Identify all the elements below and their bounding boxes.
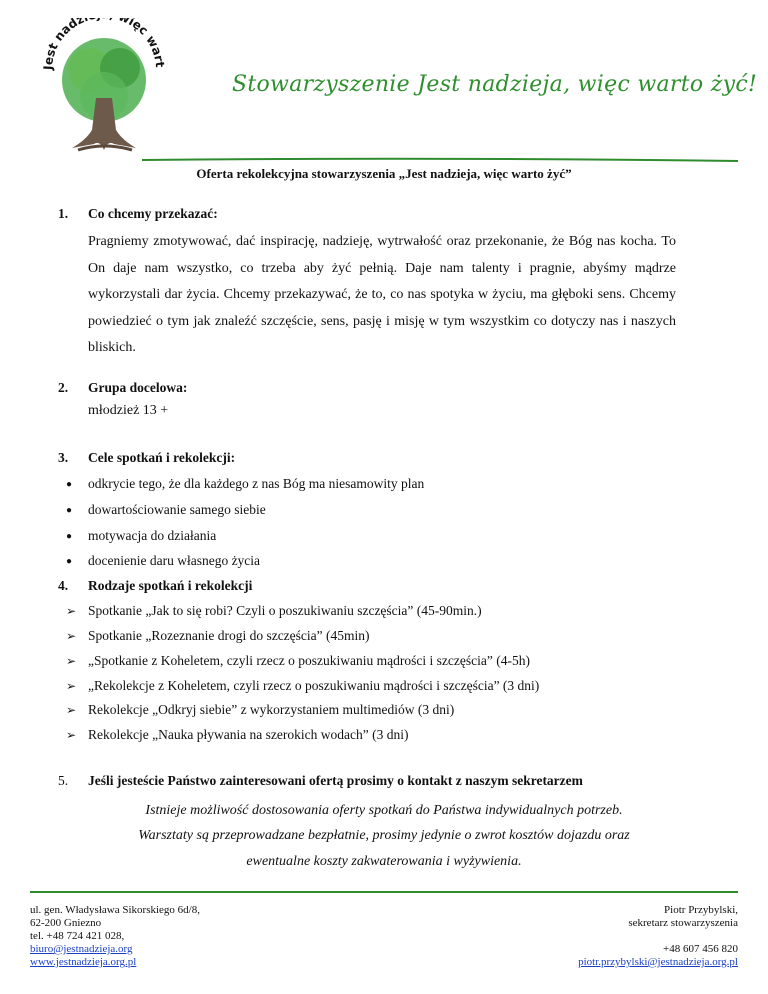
footer-divider <box>30 891 738 893</box>
logo <box>38 18 168 158</box>
list-item <box>66 502 266 518</box>
section-title-text: Cele spotkań i rekolekcji: <box>88 450 236 465</box>
contact-role: sekretarz stowarzyszenia <box>628 917 738 929</box>
tree-logo-icon <box>38 18 168 158</box>
section-number: 5. <box>58 773 69 788</box>
bullet-icon: ● <box>66 531 73 542</box>
offer-title: Oferta rekolekcyjna stowarzyszenia „Jest nadzieja, więc warto żyć” <box>196 166 572 181</box>
bullet-icon: ● <box>66 505 73 516</box>
section-title-text: Co chcemy przekazać: <box>88 206 218 221</box>
list-item <box>66 678 539 694</box>
list-item-text: docenienie daru własnego życia <box>88 553 261 568</box>
section-title-text: Grupa docelowa: <box>88 380 188 395</box>
website-link[interactable]: www.jestnadzieja.org.pl <box>30 956 137 968</box>
section-title-text: Rodzaje spotkań i rekolekcji <box>88 578 253 593</box>
arrow-bullet-icon: ➢ <box>66 703 77 717</box>
list-item-text: Rekolekcje „Nauka pływania na szerokich wodach” (3 dni) <box>88 727 409 742</box>
arrow-bullet-icon: ➢ <box>66 629 77 643</box>
section-number: 3. <box>58 450 69 465</box>
list-item-text: „Spotkanie z Koheletem, czyli rzecz o poszukiwaniu mądrości i szczęścia” (4-5h) <box>88 653 530 668</box>
list-item-text: Spotkanie „Jak to się robi? Czyli o poszukiwaniu szczęścia” (45-90min.) <box>88 603 482 618</box>
footer-address <box>30 904 200 969</box>
section-number: 4. <box>58 578 69 593</box>
list-item-text: dowartościowanie samego siebie <box>88 502 266 517</box>
list-item-text: odkrycie tego, że dla każdego z nas Bóg ma niesamowity plan <box>88 476 425 491</box>
section-title-text: Jeśli jesteście Państwo zainteresowani ofertą prosimy o kontakt z naszym sekretarzem <box>88 773 583 788</box>
section-1-body: Pragniemy zmotywować, dać inspirację, nadzieję, wytrwałość oraz przekonanie, że Bóg nas kocha. To On daje nam wszystko, co trzeba aby żyć pełnią. Daje nam talenty i pragnie, abyśmy mądrze wykorzystali dar życia. Chcemy przekazywać, że to, co nas spotyka w życiu, ma głęboki sens. Chcemy powiedzieć o tym jak znaleźć szczęście, sens, pasję i misję w tym wszystkim co dotyczy nas i naszych bliskich. <box>88 234 676 355</box>
list-item <box>66 603 482 619</box>
list-item <box>66 628 370 644</box>
section-3-title <box>58 450 235 466</box>
contact-name: Piotr Przybylski, <box>664 904 738 916</box>
phone-line: tel. +48 724 421 028, <box>30 930 125 942</box>
svg-text:Jest nadzieja, więc warto żyć: Jest nadz ięc wart <box>40 18 167 71</box>
section-1-title <box>58 206 218 222</box>
bullet-icon: ● <box>66 479 73 490</box>
contact-phone: +48 607 456 820 <box>663 943 738 955</box>
list-item <box>66 553 260 569</box>
email-link[interactable]: biuro@jestnadzieja.org <box>30 943 133 955</box>
list-item-text: Spotkanie „Rozeznanie drogi do szczęścia” (45min) <box>88 628 370 643</box>
list-item <box>66 528 216 544</box>
info-line: Warsztaty są przeprowadzane bezpłatnie, prosimy jedynie o zwrot kosztów dojazdu oraz <box>138 828 630 843</box>
section-number: 1. <box>58 206 69 221</box>
info-line: Istnieje możliwość dostosowania oferty spotkań do Państwa indywidualnych potrzeb. <box>145 803 623 818</box>
footer-contact <box>578 904 738 969</box>
info-line: ewentualne koszty zakwaterowania i wyżywienia. <box>246 854 522 869</box>
list-item-text: „Rekolekcje z Koheletem, czyli rzecz o poszukiwaniu mądrości i szczęścia” (3 dni) <box>88 678 540 693</box>
list-item <box>66 702 454 718</box>
city-line: 62-200 Gniezno <box>30 917 102 929</box>
list-item-text: Rekolekcje „Odkryj siebie” z wykorzystaniem multimediów (3 dni) <box>88 702 455 717</box>
list-item <box>66 653 530 669</box>
section-2-title <box>58 380 187 396</box>
bullet-icon: ● <box>66 556 73 567</box>
arrow-bullet-icon: ➢ <box>66 728 77 742</box>
section-4-title <box>58 578 252 594</box>
section-2-body: młodzież 13 + <box>88 403 169 418</box>
section-number: 2. <box>58 380 69 395</box>
list-item <box>66 476 424 492</box>
org-name: Stowarzyszenie Jest nadzieja, więc warto żyć! <box>232 72 758 97</box>
contact-email-link[interactable]: piotr.przybylski@jestnadzieja.org.pl <box>578 956 738 968</box>
list-item-text: motywacja do działania <box>88 528 217 543</box>
arrow-bullet-icon: ➢ <box>66 604 77 618</box>
section-5-title <box>58 773 583 789</box>
list-item <box>66 727 409 743</box>
arrow-bullet-icon: ➢ <box>66 679 77 693</box>
arrow-bullet-icon: ➢ <box>66 654 77 668</box>
address-line: ul. gen. Władysława Sikorskiego 6d/8, <box>30 904 200 916</box>
header-divider <box>142 156 738 164</box>
